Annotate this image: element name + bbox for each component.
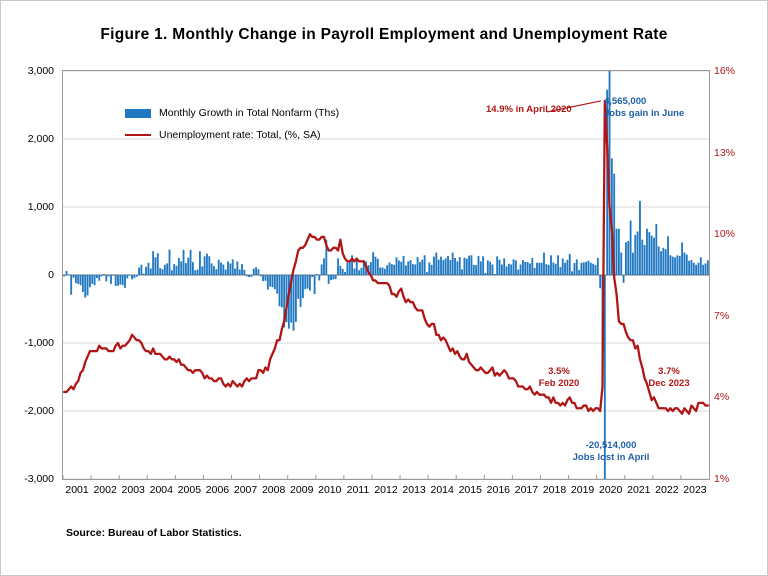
x-axis-tick: 2006	[205, 484, 230, 496]
x-axis-tick: 2001	[65, 484, 89, 496]
y-axis-tick-right: 4%	[714, 391, 730, 404]
y-axis-tick-right: 10%	[714, 228, 736, 241]
x-axis-tick: 2015	[458, 484, 482, 496]
x-axis-tick: 2003	[121, 484, 145, 496]
legend-line-swatch-icon	[125, 134, 151, 136]
x-axis-tick: 2016	[486, 484, 511, 496]
x-axis-tick: 2008	[261, 484, 286, 496]
x-axis-tick: 2005	[177, 484, 202, 496]
x-axis-tick: 2004	[149, 484, 173, 496]
y-axis-tick-left: -2,000	[24, 405, 54, 417]
x-axis-tick: 2018	[542, 484, 567, 496]
x-axis-tick: 2020	[599, 484, 623, 496]
figure-title: Figure 1. Monthly Change in Payroll Employment and Unemployment Rate	[100, 26, 668, 43]
legend-item-bars	[125, 104, 339, 122]
x-axis-tick: 2014	[430, 484, 454, 496]
legend-bar-swatch-icon	[125, 109, 151, 118]
legend-label-line: Unemployment rate: Total, (%, SA)	[159, 129, 321, 141]
y-axis-tick-left: -3,000	[24, 473, 54, 485]
x-axis-tick: 2011	[346, 484, 370, 496]
x-axis-tick: 2007	[233, 484, 258, 496]
x-axis-tick: 2013	[402, 484, 426, 496]
chart-legend	[125, 104, 339, 148]
source-note: Source: Bureau of Labor Statistics.	[66, 527, 242, 539]
x-axis-tick: 2022	[655, 484, 679, 496]
x-axis-tick: 2010	[318, 484, 342, 496]
y-axis-tick-right: 13%	[714, 146, 736, 159]
y-axis-tick-right: 1%	[714, 473, 730, 485]
y-axis-tick-left: 2,000	[27, 133, 54, 145]
y-axis-tick-right: 16%	[714, 65, 736, 77]
x-axis-tick: 2017	[514, 484, 539, 496]
annotation-april-2020-jobs-lost: -20,514,000 Jobs lost in April	[572, 440, 650, 463]
y-axis-tick-right: 7%	[714, 309, 730, 322]
y-axis-tick-left: 3,000	[27, 65, 54, 77]
annotation-april-2020-unemployment: 14.9% in April 2020	[486, 104, 572, 115]
annotation-dec-2023-rate: 3.7% Dec 2023	[648, 366, 690, 389]
x-axis-tick: 2012	[374, 484, 398, 496]
annotation-feb-2020-low: 3.5% Feb 2020	[538, 366, 580, 389]
y-axis-tick-left: 0	[48, 269, 54, 281]
x-axis-tick: 2009	[290, 484, 314, 496]
y-axis-tick-left: -1,000	[24, 337, 54, 349]
x-axis-tick: 2023	[683, 484, 707, 496]
legend-label-bars: Monthly Growth in Total Nonfarm (Ths)	[159, 107, 340, 119]
x-axis-tick: 2002	[93, 484, 117, 496]
x-axis-tick: 2021	[627, 484, 651, 496]
y-axis-tick-left: 1,000	[27, 201, 54, 213]
x-axis-tick: 2019	[570, 484, 595, 496]
legend-item-line	[125, 126, 339, 144]
annotation-june-2020-jobs-gain: 4,565,000 Jobs gain in June	[604, 96, 685, 119]
